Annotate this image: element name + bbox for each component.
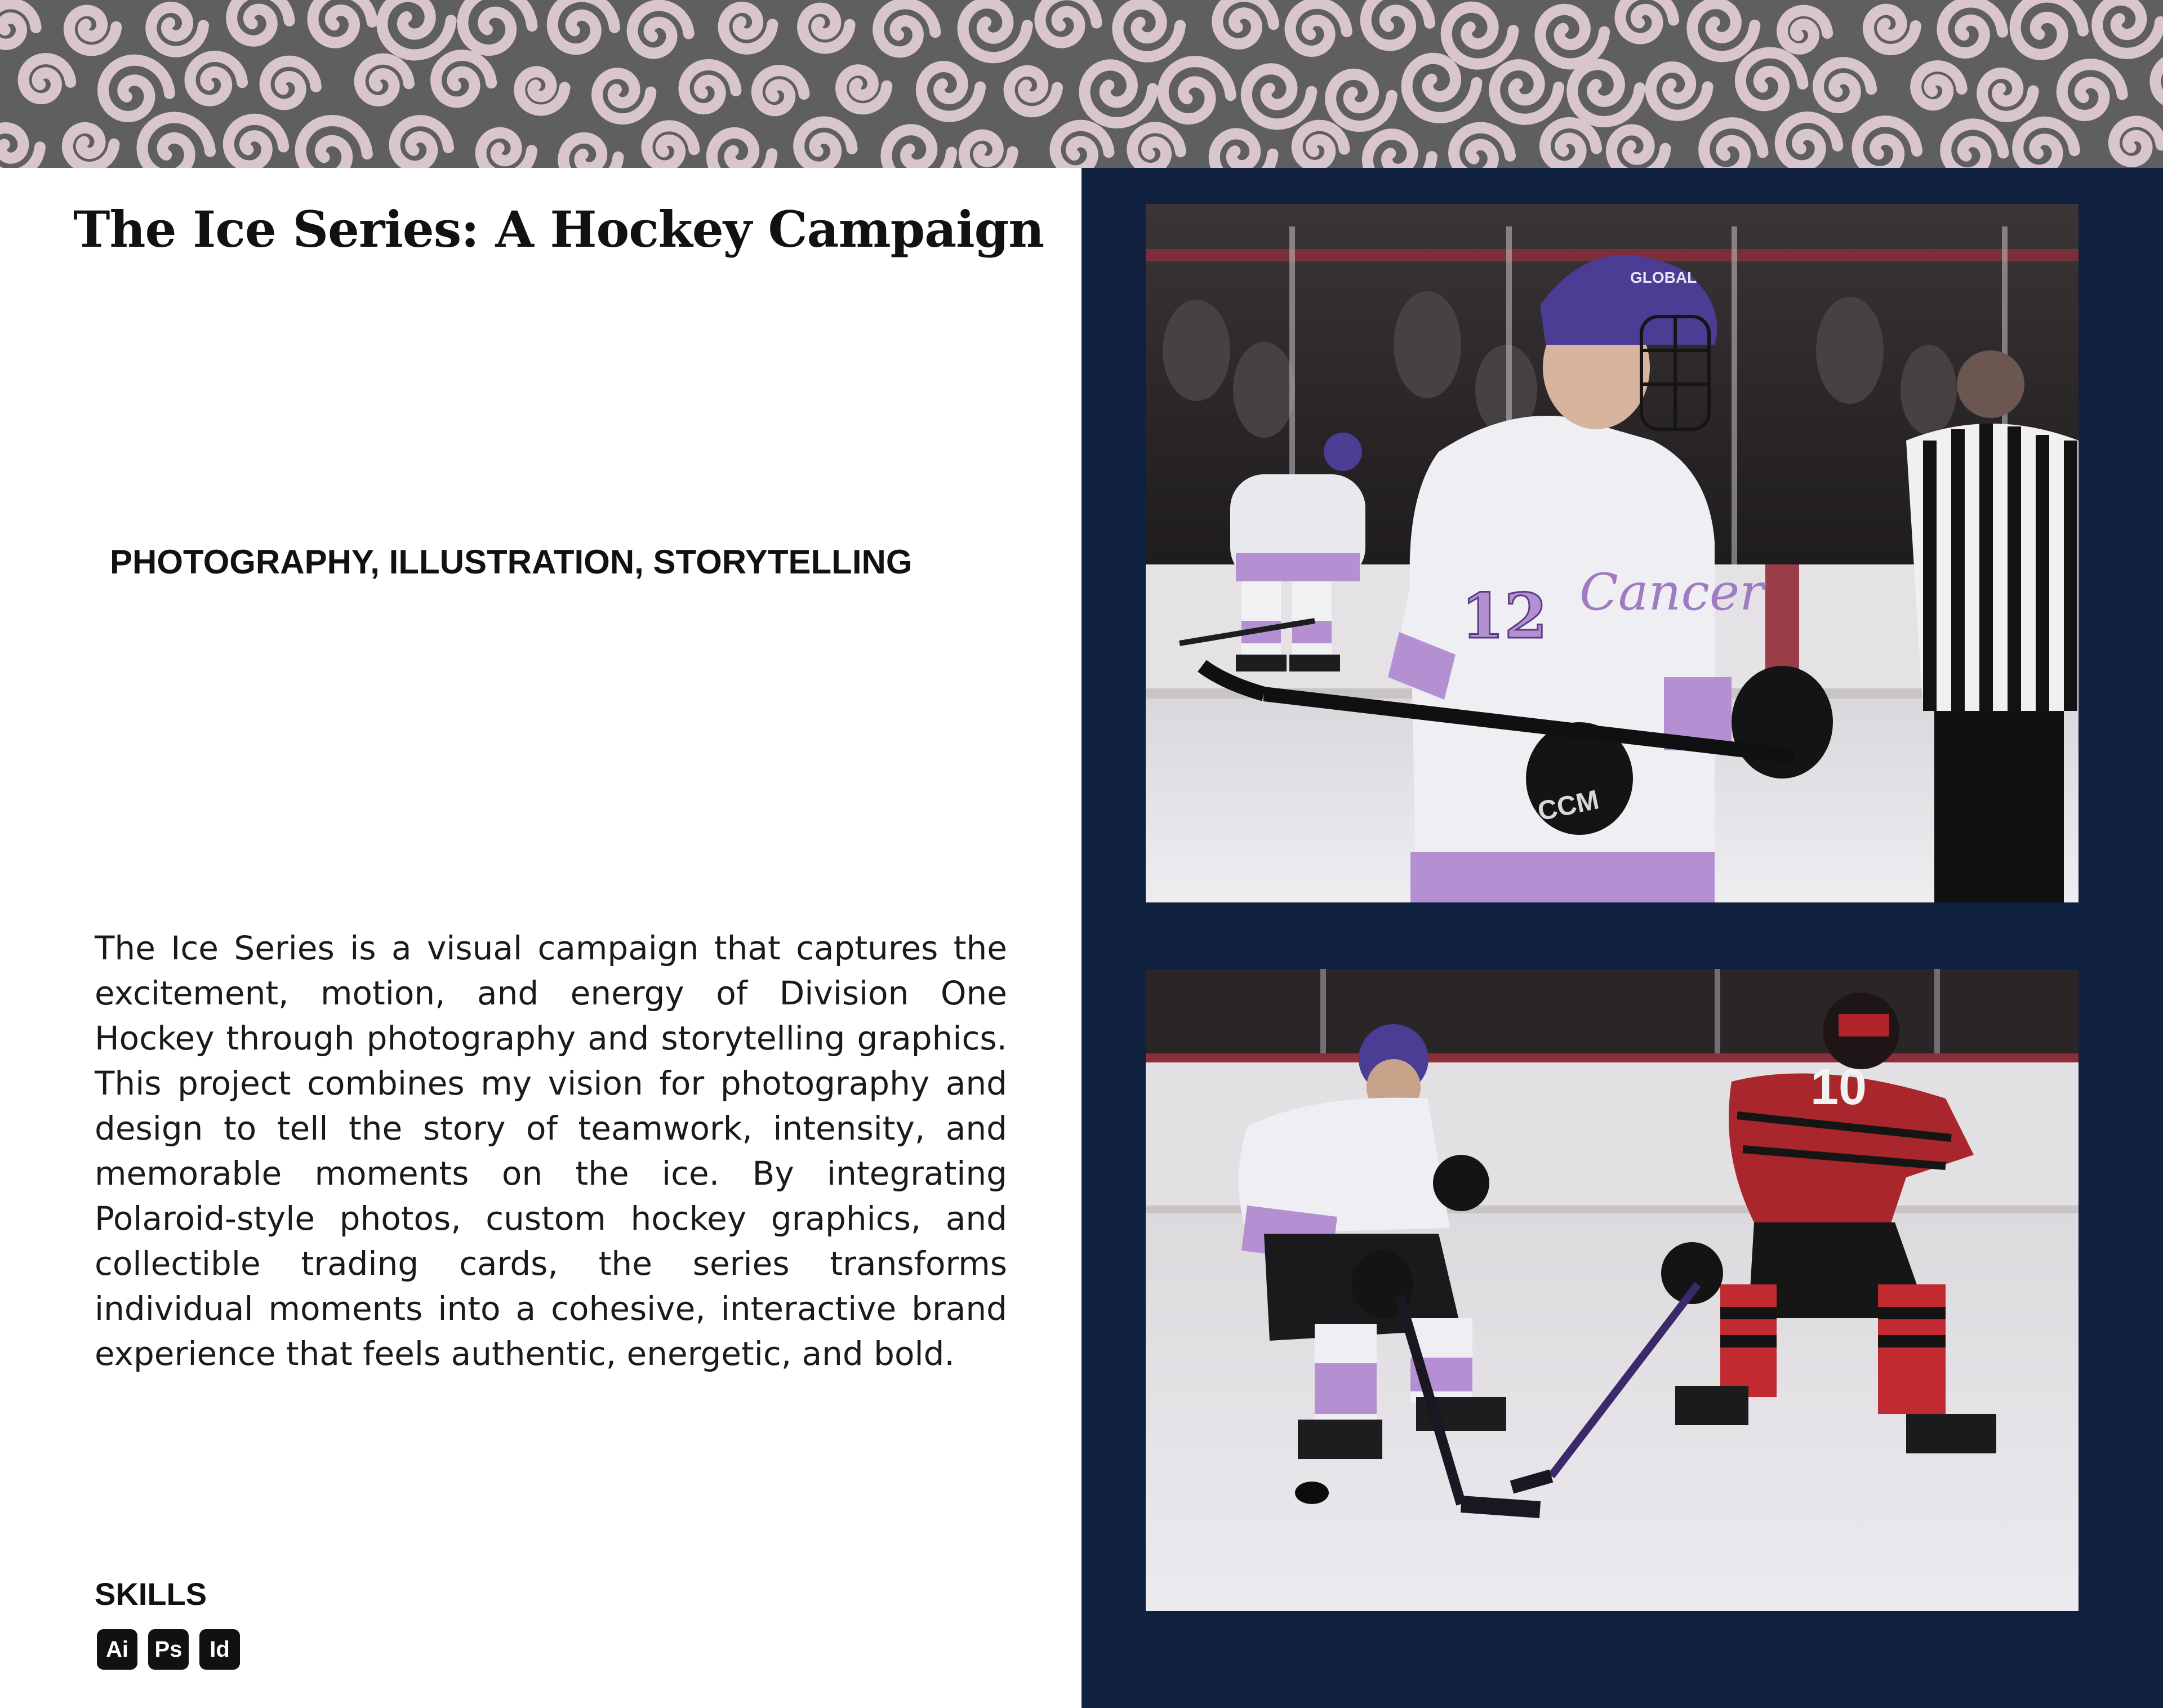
swirl-shape (1447, 7, 1514, 64)
swirl-shape (24, 59, 71, 99)
swirl-shape (69, 11, 117, 51)
swirl-shape (436, 55, 491, 102)
swirl-shape (963, 3, 1027, 57)
swirl-shape (360, 59, 409, 101)
swirl-shape (922, 66, 980, 117)
swirl-shape (1704, 123, 1763, 168)
swirl-shape (1942, 2, 2002, 54)
swirl-shape (1132, 127, 1181, 168)
swirl-shape (2097, 0, 2160, 54)
swirl-shape (553, 0, 615, 49)
hockey-photo-player-12 (1146, 204, 2079, 902)
indesign-icon: Id (199, 1629, 240, 1670)
swirl-shape (462, 0, 532, 50)
swirl-pattern-banner (0, 0, 2163, 168)
swirl-shape (1741, 53, 1803, 106)
swirl-shape (68, 128, 114, 167)
hockey-photo-puck-battle (1146, 969, 2079, 1611)
swirl-shape (1868, 10, 1916, 50)
swirl-shape (1494, 65, 1559, 119)
swirl-shape (803, 8, 850, 48)
swirl-shape (2114, 121, 2161, 161)
jersey-number: 12 (1461, 580, 1548, 652)
swirl-shape (395, 121, 449, 166)
swirl-shape (1330, 74, 1392, 126)
swirl-shape (1118, 4, 1180, 57)
swirl-shape (232, 0, 290, 41)
swirl-shape (563, 138, 618, 168)
swirl-shape (712, 133, 772, 168)
opponent-jersey-number: 10 (1810, 1059, 1867, 1115)
hockey-puck (1295, 1482, 1329, 1504)
swirl-shape (1782, 11, 1827, 49)
swirl-shape (519, 72, 564, 110)
swirl-shape (1247, 69, 1312, 124)
swirl-shape (2015, 0, 2084, 55)
project-description: The Ice Series is a visual campaign that captures the excitement, motion, and energy of Division One Hockey through photography and storytelling graphics. This project combines my vision for photography and design to tell the story of teamwork, intensity, and memorable moments on the ice. By integrating Polaroid-style photos, custom hockey graphics, and collectible trading cards, the series transforms individual moments into a cohesive, interactive brand experience that feels authentic, energetic, and bold. (95, 929, 1007, 1373)
swirl-shape (313, 0, 372, 43)
swirl-shape (1040, 0, 1096, 43)
swirl-shape (2062, 64, 2122, 115)
swirl-shape (1055, 126, 1109, 168)
swirl-shape (1572, 64, 1640, 122)
skill-icon-list (97, 1629, 240, 1670)
swirl-shape (151, 7, 203, 52)
swirl-shape (1612, 130, 1666, 168)
swirl-shape (633, 6, 689, 54)
skills-heading: SKILLS (95, 1576, 207, 1612)
swirl-shape (382, 0, 451, 55)
swirl-shape (724, 7, 773, 49)
swirl-shape (1163, 61, 1231, 119)
swirl-shape (964, 135, 1013, 168)
swirl-shape (1982, 73, 2033, 117)
swirl-shape (1916, 66, 1962, 105)
swirl-shape (2018, 122, 2075, 168)
swirl-shape (1454, 128, 1510, 168)
swirl-shape (1781, 117, 1838, 166)
swirl-shape (1651, 67, 1708, 115)
swirl-shape (265, 61, 316, 105)
jersey-wordmark: Cancer (1579, 563, 1764, 622)
swirl-shape (647, 126, 694, 166)
helmet-logo: GLOBAL (1630, 269, 1697, 286)
page-title: The Ice Series: A Hockey Campaign (73, 200, 1044, 259)
swirl-shape (0, 3, 36, 44)
swirl-shape (1366, 0, 1430, 46)
swirl-shape (1290, 3, 1347, 51)
swirl-shape (1620, 0, 1674, 39)
swirl-shape (597, 73, 651, 119)
swirl-shape (1217, 0, 1274, 44)
swirl-shape (757, 70, 804, 110)
swirl-shape (799, 122, 852, 167)
swirl-shape (1692, 3, 1755, 56)
stick-logo: CCM (1535, 785, 1602, 827)
swirl-shape (1297, 126, 1345, 166)
swirl-shape (684, 65, 736, 109)
swirl-shape (0, 128, 40, 168)
swirl-shape (103, 60, 170, 117)
hockey-photo-1-illustration (1146, 204, 2079, 902)
swirl-shape (1857, 121, 1917, 168)
disciplines-heading: PHOTOGRAPHY, ILLUSTRATION, STORYTELLING (110, 543, 913, 581)
swirl-shape (1084, 65, 1152, 123)
illustrator-icon: Ai (97, 1629, 137, 1670)
swirl-shape (1368, 134, 1432, 168)
swirl-shape (1818, 63, 1871, 108)
swirl-shape (301, 121, 367, 168)
swirl-shape (886, 130, 951, 168)
swirl-shape (190, 56, 242, 101)
swirl-shape (1545, 123, 1596, 167)
photoshop-icon: Ps (148, 1629, 189, 1670)
hockey-photo-2-illustration (1146, 969, 2079, 1611)
swirl-shape (142, 117, 210, 168)
swirl-shape (841, 70, 887, 109)
swirl-shape (229, 119, 284, 166)
swirl-shape (878, 3, 935, 52)
swirl-shape (1540, 10, 1604, 64)
swirl-pattern (0, 0, 2163, 168)
swirl-shape (2155, 57, 2163, 103)
swirl-shape (1009, 71, 1058, 112)
swirl-shape (481, 133, 532, 168)
swirl-shape (1946, 124, 2003, 168)
swirl-shape (1214, 134, 1273, 168)
